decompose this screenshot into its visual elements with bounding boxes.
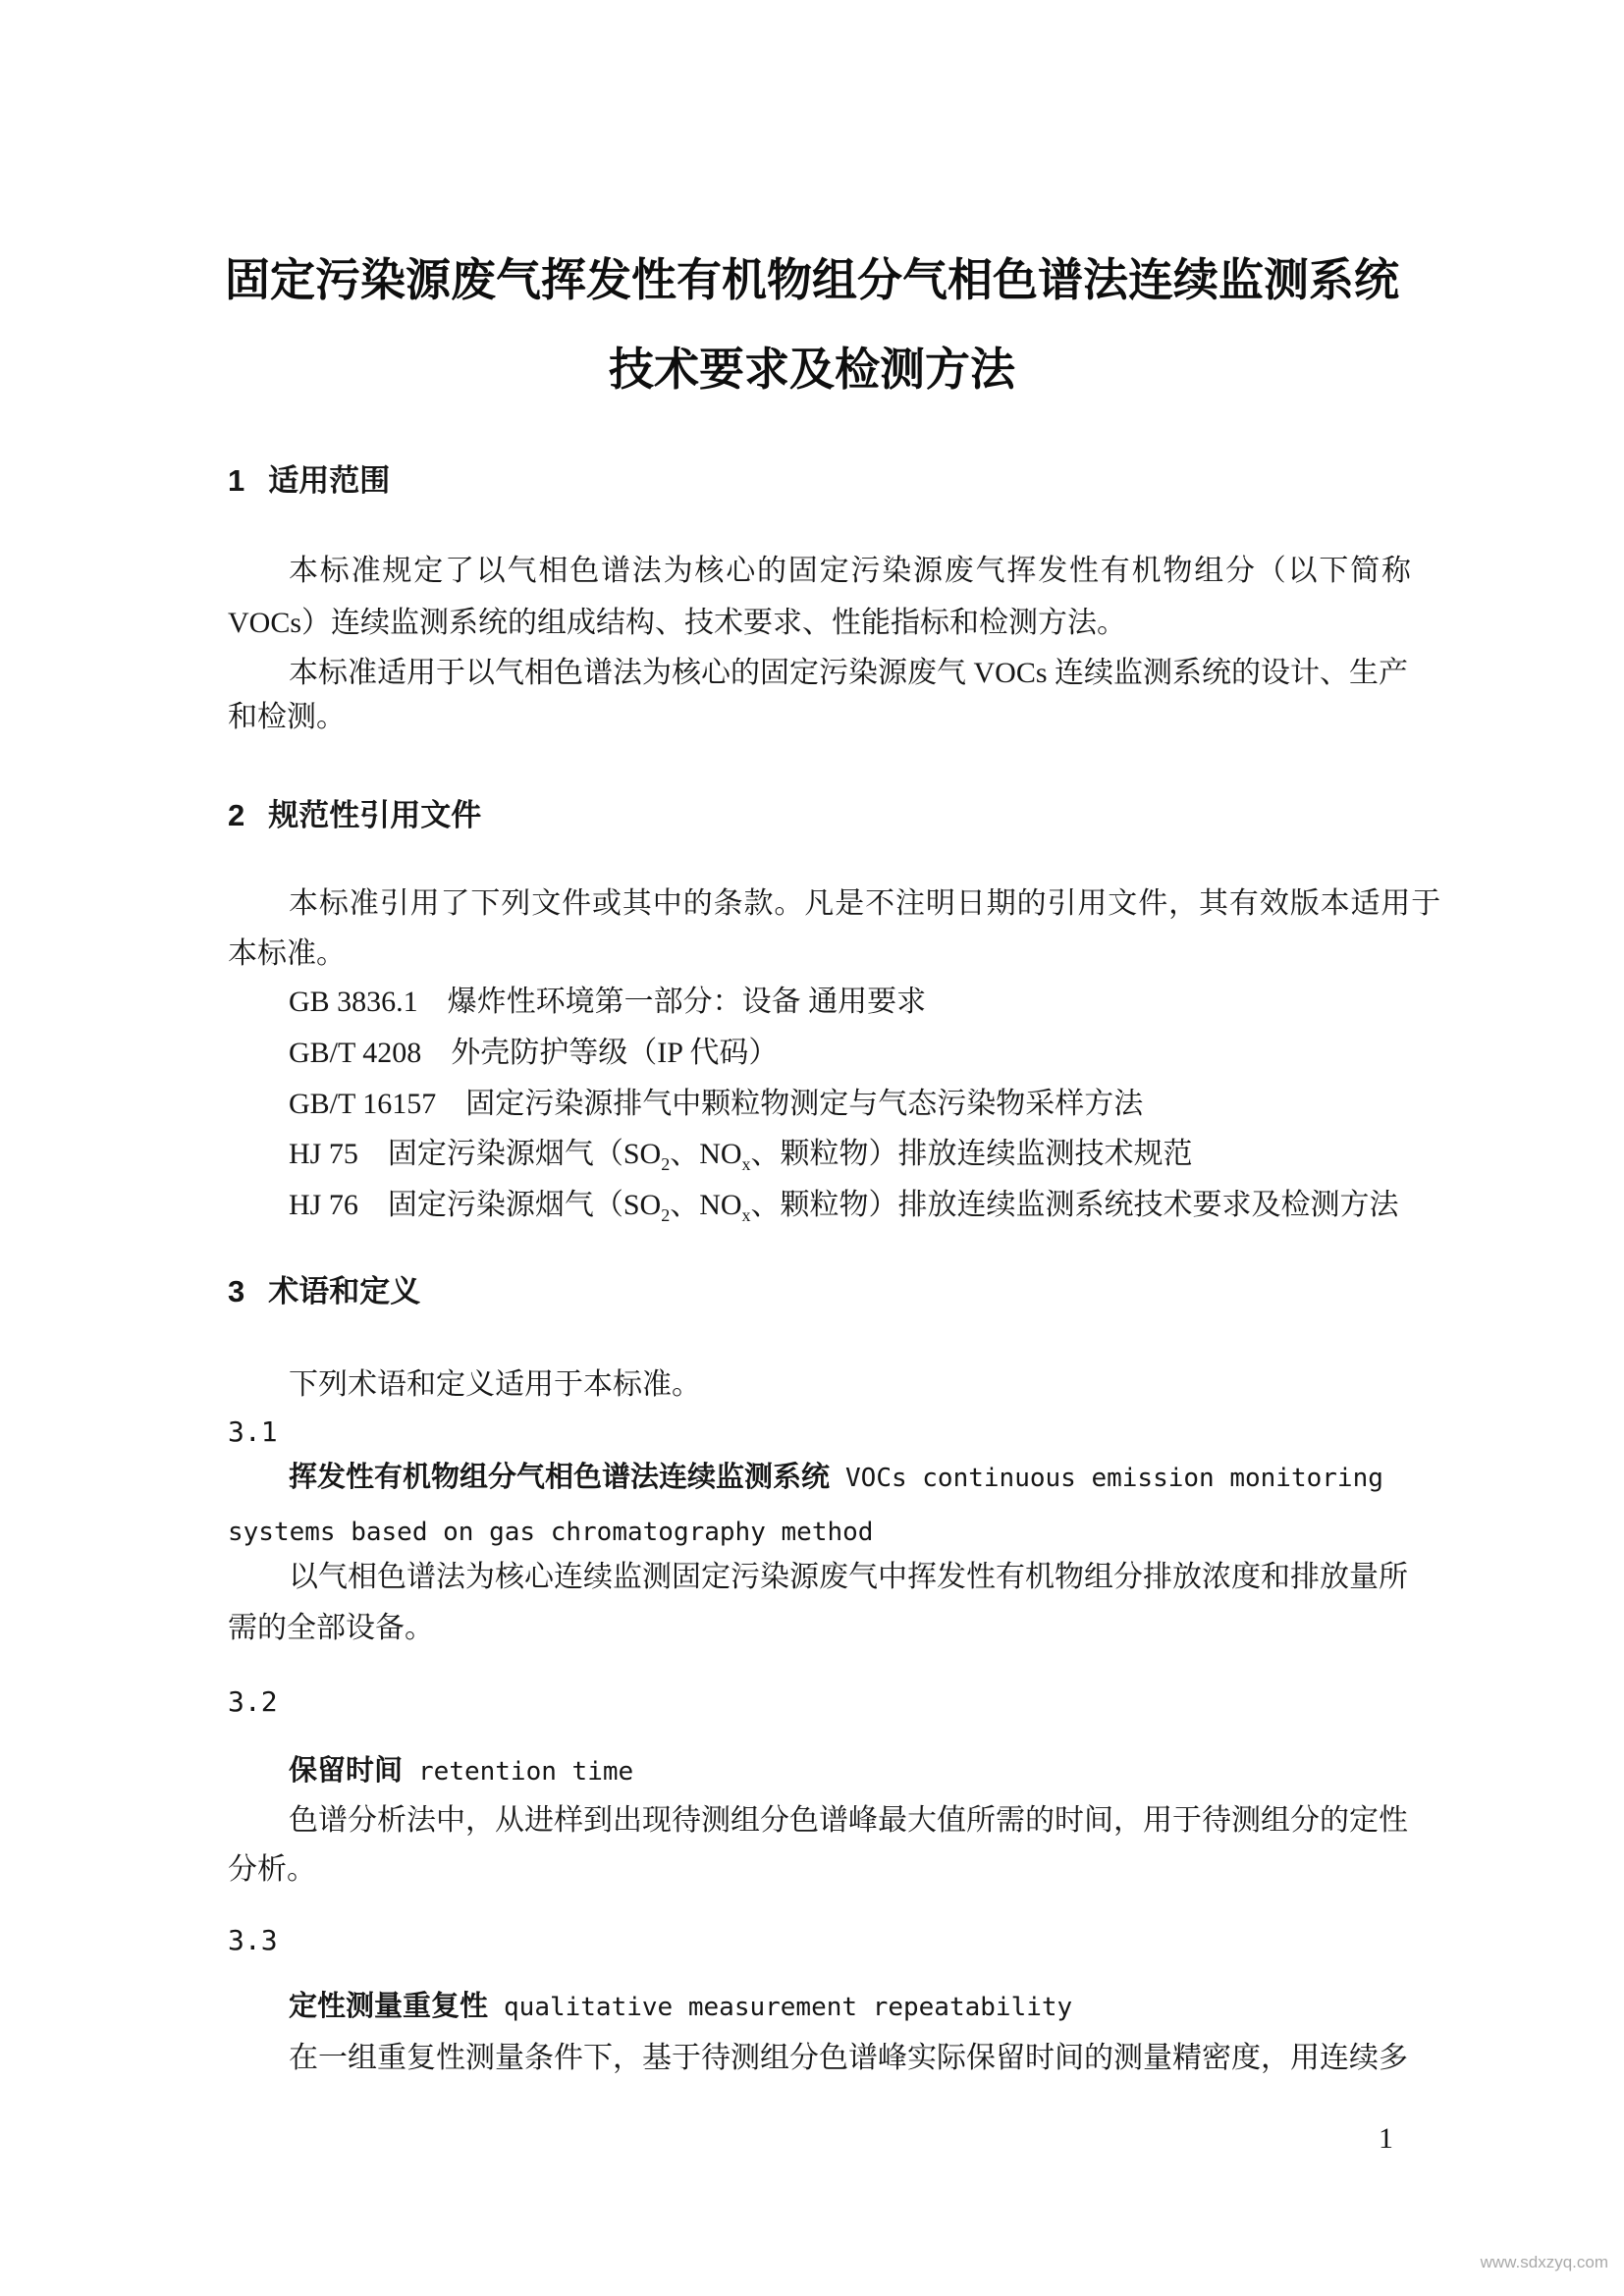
paragraph-line: 本标准规定了以气相色谱法为核心的固定污染源废气挥发性有机物组分（以下简称 (289, 555, 1413, 587)
paragraph-line: 本标准适用于以气相色谱法为核心的固定污染源废气 VOCs 连续监测系统的设计、生产 (289, 657, 1409, 689)
reference-text: GB 3836.1 爆炸性环境第一部分：设备 通用要求 (289, 986, 927, 1018)
term-name-zh: 定性测量重复性 (289, 1991, 489, 2022)
subscript: 2 (661, 1154, 671, 1174)
reference-text: 、NO (670, 1189, 742, 1221)
reference-text: HJ 76 固定污染源烟气（SO (289, 1189, 662, 1221)
reference-item (289, 1039, 778, 1068)
paragraph-line: 下列术语和定义适用于本标准。 (289, 1368, 701, 1401)
section-title: 术语和定义 (268, 1274, 421, 1308)
paragraph-line: VOCs）连续监测系统的组成结构、技术要求、性能指标和检测方法。 (228, 607, 1127, 639)
term-name-zh: 挥发性有机物组分气相色谱法连续监测系统 (289, 1462, 831, 1493)
section-number: 1 (228, 463, 245, 498)
term-name-zh: 保留时间 (289, 1755, 404, 1787)
subscript: x (741, 1205, 751, 1225)
paragraph-line: 以气相色谱法为核心连续监测固定污染源废气中挥发性有机物组分排放浓度和排放量所 (289, 1561, 1408, 1593)
paragraph-line: 本标准。 (228, 937, 346, 970)
term-line (289, 1464, 1383, 1492)
reference-text: HJ 75 固定污染源烟气（SO (289, 1138, 662, 1170)
term-name-en: retention time (418, 1757, 634, 1787)
document-title-line1: 固定污染源废气挥发性有机物组分气相色谱法连续监测系统 (225, 254, 1399, 305)
subscript: x (741, 1154, 751, 1174)
section-number: 3 (228, 1274, 245, 1308)
term-name-en: qualitative measurement repeatability (504, 1993, 1073, 2022)
paragraph-line: 色谱分析法中，从进样到出现待测组分色谱峰最大值所需的时间，用于待测组分的定性 (289, 1804, 1408, 1837)
section-heading-2 (228, 800, 481, 830)
term-number-3-3: 3.3 (228, 1924, 278, 1956)
section-heading-1 (228, 465, 390, 496)
reference-item (289, 1138, 1193, 1174)
paragraph-line: 分析。 (228, 1853, 316, 1886)
reference-item (289, 1189, 1399, 1225)
paragraph-line: 在一组重复性测量条件下，基于待测组分色谱峰实际保留时间的测量精密度，用连续多 (289, 2042, 1408, 2074)
reference-text: 、颗粒物）排放连续监测系统技术要求及检测方法 (750, 1189, 1399, 1221)
watermark: www.sdxzyq.com (1480, 2253, 1608, 2271)
reference-text: 、颗粒物）排放连续监测技术规范 (750, 1138, 1193, 1170)
term-line (289, 1757, 633, 1786)
paragraph-line: 本标准引用了下列文件或其中的条款。凡是不注明日期的引用文件，其有效版本适用于 (289, 887, 1442, 920)
term-name-en: VOCs continuous emission monitoring (845, 1464, 1383, 1493)
document-title-line2: 技术要求及检测方法 (609, 344, 1015, 395)
term-number-3-2: 3.2 (228, 1685, 278, 1718)
section-number: 2 (228, 798, 245, 832)
section-title: 规范性引用文件 (268, 798, 482, 832)
reference-item (289, 988, 926, 1017)
section-title: 适用范围 (268, 463, 391, 498)
reference-text: GB/T 4208 外壳防护等级（IP 代码） (289, 1037, 779, 1069)
page-number: 1 (1379, 2122, 1393, 2155)
subscript: 2 (661, 1205, 671, 1225)
term-number-3-1: 3.1 (228, 1415, 278, 1448)
reference-text: 、NO (670, 1138, 742, 1170)
paragraph-line: 需的全部设备。 (228, 1612, 434, 1644)
term-name-en-continued: systems based on gas chromatography method (228, 1518, 874, 1547)
section-heading-3 (228, 1276, 420, 1307)
reference-text: GB/T 16157 固定污染源排气中颗粒物测定与气态污染物采样方法 (289, 1088, 1144, 1120)
reference-item (289, 1090, 1143, 1119)
paragraph-line: 和检测。 (228, 701, 346, 733)
term-line (289, 1993, 1072, 2021)
